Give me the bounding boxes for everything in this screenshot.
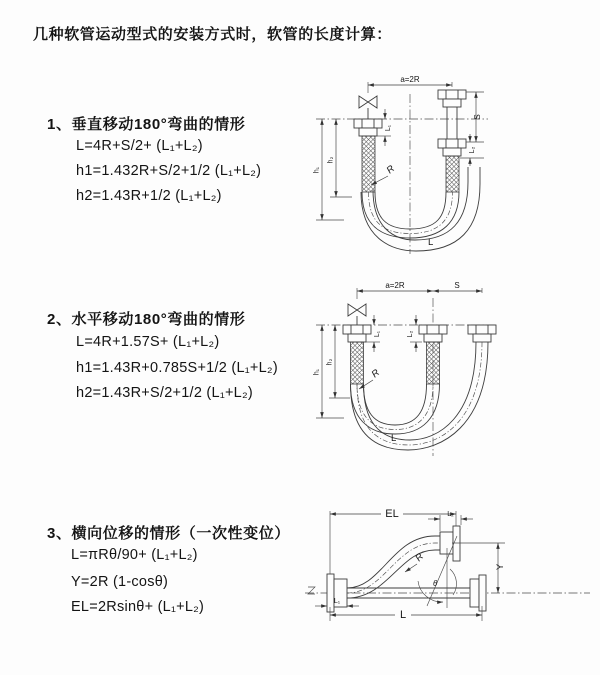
- dimension-l1: [315, 598, 359, 606]
- diagram-horizontal-180-bend: [310, 278, 600, 470]
- section-2-formula-h1: h1=1.43R+0.785S+1/2 (L₁+L₂): [76, 360, 278, 376]
- dimension-a2r: [357, 281, 482, 299]
- left-braid-section: [351, 342, 364, 384]
- dimension-s: [433, 281, 482, 291]
- dimension-el: [330, 507, 456, 574]
- dimension-l2-label: L₂: [469, 146, 476, 154]
- dimension-h2-label: h₂: [326, 358, 334, 366]
- valve-icon: [359, 96, 377, 119]
- section-1-formula-h1: h1=1.432R+S/2+1/2 (L₁+L₂): [76, 163, 262, 179]
- dimension-el-label: EL: [385, 508, 399, 520]
- diagram-vertical-180-bend: [310, 72, 600, 264]
- theta-label: θ: [433, 579, 438, 588]
- dimension-s-label: S: [454, 281, 460, 290]
- dimension-h2: [328, 119, 353, 197]
- section-2-formula-h2: h2=1.43R+S/2+1/2 (L₁+L₂): [76, 385, 253, 401]
- dimension-h2: [327, 325, 351, 398]
- dimension-l1-label: L₁: [333, 598, 341, 605]
- dimension-a2r-label: a=2R: [385, 281, 405, 290]
- right-pipe: [447, 107, 457, 139]
- dimension-l2-label: L₂: [447, 511, 454, 518]
- middle-braid-section: [427, 342, 440, 384]
- length-label: L: [391, 433, 397, 444]
- section-2-formula-L: L=4R+1.57S+ (L₁+L₂): [76, 334, 220, 350]
- dimension-l2: [469, 134, 476, 166]
- dimension-l-label: L: [399, 609, 407, 621]
- radius-callout: [405, 551, 426, 572]
- section-3-formula-L: L=πRθ/90+ (L₁+L₂): [71, 547, 198, 563]
- dimension-h2-label: h₂: [327, 156, 335, 164]
- radius-label: R: [384, 163, 397, 177]
- dimension-a2r-label: a=2R: [400, 75, 420, 84]
- dimension-h1: [314, 325, 345, 418]
- hose-curves: [351, 342, 489, 450]
- section-2-heading: 2、水平移动180°弯曲的情形: [47, 311, 246, 328]
- left-flange: [327, 574, 347, 612]
- dimension-l: [330, 606, 482, 621]
- hose-curves: [361, 167, 480, 251]
- dimension-l1-label: L₁: [385, 124, 392, 132]
- left-flange-fitting: [354, 119, 382, 136]
- dimension-h1-label: h₁: [313, 166, 321, 174]
- right-flange-fitting-lower: [438, 139, 466, 156]
- page-title: 几种软管运动型式的安装方式时，软管的长度计算：: [33, 26, 392, 43]
- section-3-formula-Y: Y=2R (1-cosθ): [71, 574, 169, 590]
- middle-flange-fitting: [419, 325, 447, 342]
- left-flange-fitting: [343, 325, 371, 342]
- radius-label: R: [369, 367, 382, 381]
- right-braid-section: [446, 156, 459, 192]
- right-flange-fitting-upper: [438, 90, 466, 107]
- section-1-formula-h2: h2=1.43R+1/2 (L₁+L₂): [76, 188, 222, 204]
- right-flange-fitting: [468, 325, 496, 342]
- section-3-heading: 3、横向位移的情形（一次性变位）: [47, 525, 290, 542]
- diagram-lateral-displacement: [300, 503, 600, 651]
- dimension-h1: [314, 119, 345, 220]
- dimension-l2-label: L₂: [407, 330, 414, 338]
- valve-icon: [348, 304, 366, 325]
- upper-flange: [440, 526, 460, 561]
- section-1-formula-L: L=4R+S/2+ (L₁+L₂): [76, 138, 203, 154]
- dimension-h1-label: h₁: [313, 368, 321, 376]
- section-3-formula-EL: EL=2Rsinθ+ (L₁+L₂): [71, 599, 205, 615]
- length-label: L: [428, 237, 434, 248]
- dimension-s-label: S: [473, 114, 482, 120]
- radius-label: R: [413, 551, 426, 564]
- dimension-l1-label: L₁: [374, 330, 381, 338]
- hose-s-curve: [347, 536, 442, 598]
- dimension-y-label: Y: [495, 563, 506, 571]
- section-1-heading: 1、垂直移动180°弯曲的情形: [47, 116, 246, 133]
